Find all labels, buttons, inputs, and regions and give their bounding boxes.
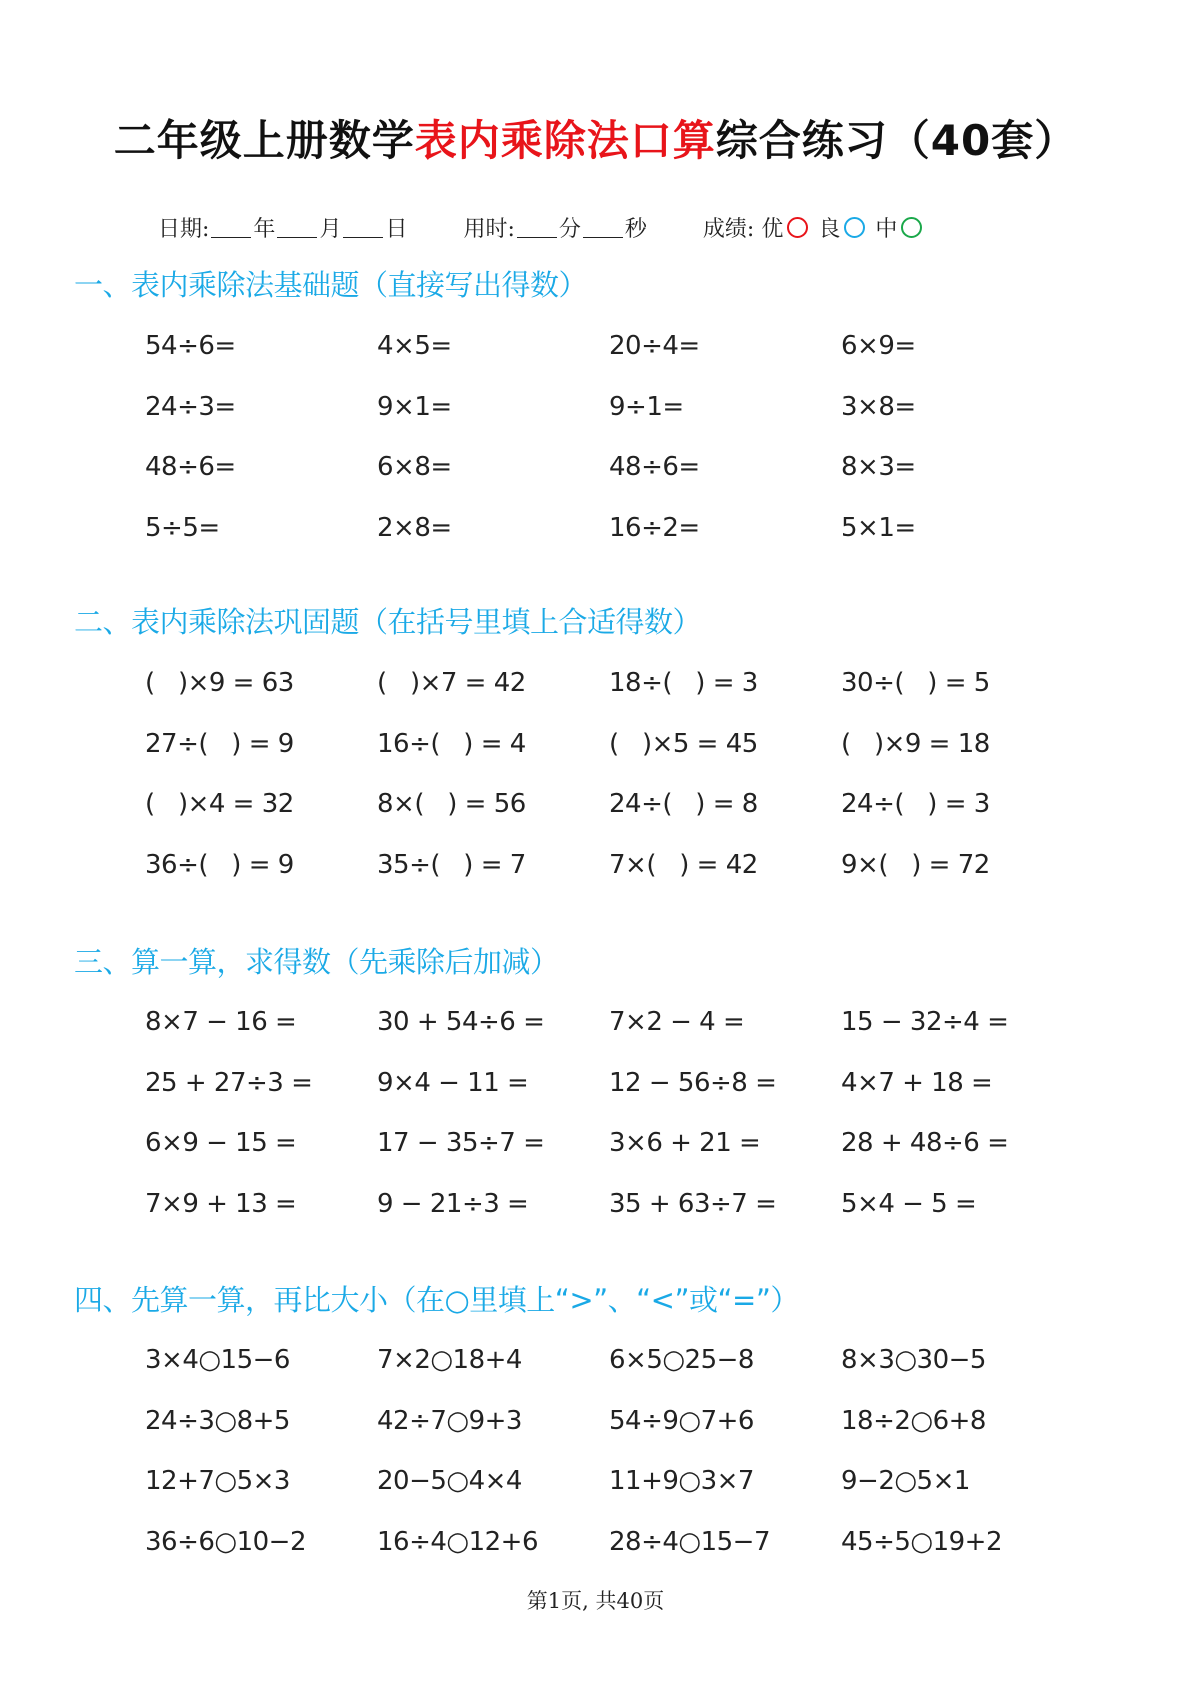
problem-item: 20−5○4×4 xyxy=(377,1466,522,1496)
problem-item: ( )×9 = 63 xyxy=(145,668,294,698)
problem-item: 24÷( ) = 8 xyxy=(609,789,758,819)
problem-item: 3×8= xyxy=(841,391,916,422)
day-blank[interactable] xyxy=(343,217,383,238)
problem-item: 24÷3○8+5 xyxy=(145,1405,290,1436)
problem-item: ( )×4 = 32 xyxy=(145,789,294,819)
problem-item: 54÷6= xyxy=(145,331,236,361)
grade-fair-circle-icon[interactable] xyxy=(901,217,922,238)
problem-item: 9−2○5×1 xyxy=(841,1466,970,1496)
problem-item: 7×2 − 4 = xyxy=(609,1007,745,1037)
problem-item: 17 − 35÷7 = xyxy=(377,1128,545,1158)
problem-item: 8×3○30−5 xyxy=(841,1345,986,1375)
problem-item: 36÷6○10−2 xyxy=(145,1526,307,1557)
section-1-problems xyxy=(145,330,1065,572)
month-blank[interactable] xyxy=(277,217,317,238)
second-blank[interactable] xyxy=(583,217,623,238)
problem-item: 28 + 48÷6 = xyxy=(841,1128,1009,1158)
section-2-title: 二、表内乘除法巩固题（在括号里填上合适得数） xyxy=(74,605,702,639)
problem-item: 9×( ) = 72 xyxy=(841,849,990,880)
day-label: 日 xyxy=(385,217,408,242)
problem-item: ( )×9 = 18 xyxy=(841,728,990,759)
month-label: 月 xyxy=(319,217,342,242)
problem-item: 7×9 + 13 = xyxy=(145,1188,297,1219)
problem-item: 20÷4= xyxy=(609,331,700,361)
problem-item: 30 + 54÷6 = xyxy=(377,1007,545,1037)
section-4-title: 四、先算一算，再比大小（在○里填上“>”、“<”或“=”） xyxy=(74,1283,799,1317)
section-2-problems xyxy=(145,667,1065,909)
section-1-title: 一、表内乘除法基础题（直接写出得数） xyxy=(74,268,588,302)
problem-item: 18÷2○6+8 xyxy=(841,1405,986,1436)
year-label: 年 xyxy=(253,217,276,242)
section-3-title: 三、算一算，求得数（先乘除后加减） xyxy=(74,945,559,979)
problem-item: ( )×5 = 45 xyxy=(609,728,758,759)
problem-item: 6×8= xyxy=(377,452,452,482)
problem-item: 18÷( ) = 3 xyxy=(609,668,758,698)
problem-item: 9×1= xyxy=(377,391,452,422)
problem-item: 5×4 − 5 = xyxy=(841,1188,977,1219)
problem-item: 16÷2= xyxy=(609,512,700,543)
problem-item: 8×7 − 16 = xyxy=(145,1007,297,1037)
problem-item: 48÷6= xyxy=(609,452,700,482)
problem-item: 36÷( ) = 9 xyxy=(145,849,294,880)
info-line xyxy=(158,212,1058,243)
problem-item: 12+7○5×3 xyxy=(145,1466,290,1496)
problem-item: 8×3= xyxy=(841,452,916,482)
time-label: 用时: xyxy=(463,217,515,242)
grade-excellent-label: 优 xyxy=(761,217,784,242)
problem-item: 15 − 32÷4 = xyxy=(841,1007,1009,1037)
problem-item: 11+9○3×7 xyxy=(609,1466,754,1496)
problem-item: 2×8= xyxy=(377,512,452,543)
problem-item: 24÷( ) = 3 xyxy=(841,789,990,819)
problem-item: 5×1= xyxy=(841,512,916,543)
problem-item: 12 − 56÷8 = xyxy=(609,1067,777,1098)
title-part-1: 二年级上册数学 xyxy=(113,116,415,165)
problem-item: 6×9 − 15 = xyxy=(145,1128,297,1158)
minute-blank[interactable] xyxy=(517,217,557,238)
score-label: 成绩: xyxy=(702,217,755,242)
problem-item: 27÷( ) = 9 xyxy=(145,728,294,759)
problem-item: 45÷5○19+2 xyxy=(841,1526,1003,1557)
section-4-problems xyxy=(145,1344,1065,1586)
title-part-2: 综合练习（40套） xyxy=(715,116,1078,165)
grade-excellent-circle-icon[interactable] xyxy=(787,217,808,238)
problem-item: ( )×7 = 42 xyxy=(377,668,526,698)
problem-item: 5÷5= xyxy=(145,512,220,543)
section-3-problems xyxy=(145,1006,1065,1248)
problem-item: 35÷( ) = 7 xyxy=(377,849,526,880)
problem-item: 8×( ) = 56 xyxy=(377,789,526,819)
problem-item: 6×9= xyxy=(841,331,916,361)
problem-item: 9 − 21÷3 = xyxy=(377,1188,529,1219)
problem-item: 7×2○18+4 xyxy=(377,1345,522,1375)
problem-item: 3×6 + 21 = xyxy=(609,1128,761,1158)
problem-item: 9×4 − 11 = xyxy=(377,1067,529,1098)
problem-item: 9÷1= xyxy=(609,391,684,422)
page-title xyxy=(0,108,1191,168)
problem-item: 16÷4○12+6 xyxy=(377,1526,539,1557)
grade-good-label: 良 xyxy=(818,217,841,242)
problem-item: 25 + 27÷3 = xyxy=(145,1067,313,1098)
problem-item: 28÷4○15−7 xyxy=(609,1526,771,1557)
problem-item: 16÷( ) = 4 xyxy=(377,728,526,759)
problem-item: 4×7 + 18 = xyxy=(841,1067,993,1098)
grade-good-circle-icon[interactable] xyxy=(844,217,865,238)
problem-item: 30÷( ) = 5 xyxy=(841,668,990,698)
problem-item: 54÷9○7+6 xyxy=(609,1405,754,1436)
grade-fair-label: 中 xyxy=(875,217,898,242)
problem-item: 24÷3= xyxy=(145,391,236,422)
problem-item: 35 + 63÷7 = xyxy=(609,1188,777,1219)
year-blank[interactable] xyxy=(211,217,251,238)
problem-item: 4×5= xyxy=(377,331,452,361)
date-label: 日期: xyxy=(158,217,210,242)
page-number: 第1页, 共40页 xyxy=(526,1589,665,1613)
second-label: 秒 xyxy=(624,217,647,242)
problem-item: 6×5○25−8 xyxy=(609,1345,754,1375)
problem-item: 3×4○15−6 xyxy=(145,1345,290,1375)
title-highlight: 表内乘除法口算 xyxy=(414,116,716,165)
problem-item: 48÷6= xyxy=(145,452,236,482)
problem-item: 42÷7○9+3 xyxy=(377,1405,522,1436)
problem-item: 7×( ) = 42 xyxy=(609,849,758,880)
minute-label: 分 xyxy=(558,217,581,242)
